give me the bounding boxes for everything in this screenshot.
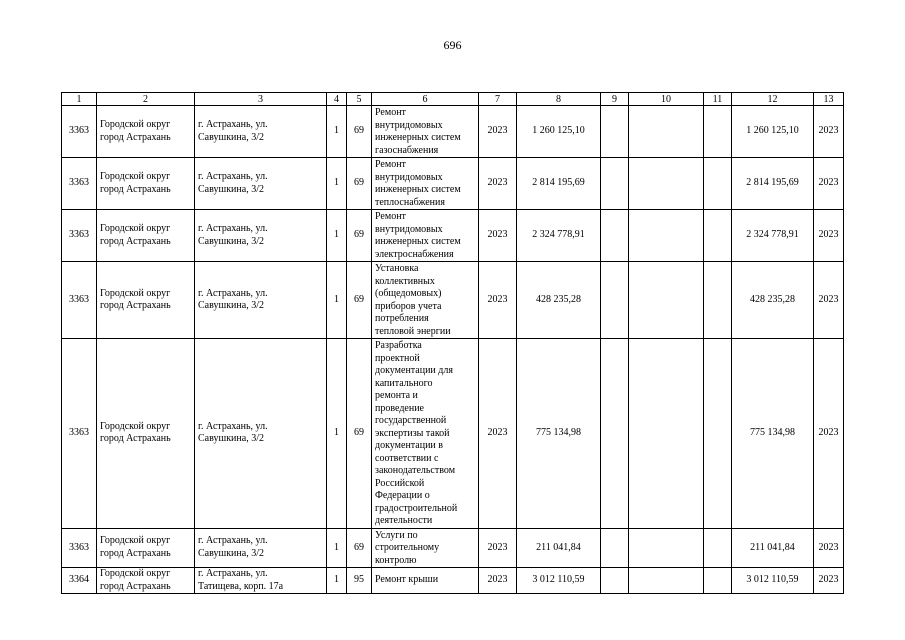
col9-cell [601,210,629,262]
col5-cell: 69 [347,528,372,568]
col4-cell: 1 [327,158,347,210]
cost-cell: 775 134,98 [517,339,601,529]
cost-cell: 1 260 125,10 [517,106,601,158]
col10-cell [629,339,704,529]
col9-cell [601,568,629,594]
municipality-cell: Городской округ город Астрахань [97,210,195,262]
column-header: 13 [814,93,844,106]
address-cell: г. Астрахань, ул. Савушкина, 3/2 [195,262,327,339]
col5-cell: 69 [347,106,372,158]
total-cell: 428 235,28 [732,262,814,339]
col4-cell: 1 [327,568,347,594]
col11-cell [704,158,732,210]
data-table [61,92,844,594]
row-id-cell: 3363 [62,262,97,339]
cost-cell: 3 012 110,59 [517,568,601,594]
table-row [62,106,844,158]
work-type-cell: Установка коллективных (общедомовых) приборов учета потребления тепловой энергии [372,262,479,339]
col9-cell [601,528,629,568]
year-cell: 2023 [479,210,517,262]
address-cell: г. Астрахань, ул. Савушкина, 3/2 [195,339,327,529]
cost-cell: 2 814 195,69 [517,158,601,210]
column-header: 9 [601,93,629,106]
col5-cell: 69 [347,339,372,529]
year-cell: 2023 [479,339,517,529]
work-type-cell: Ремонт внутридомовых инженерных систем теплоснабжения [372,158,479,210]
col9-cell [601,106,629,158]
column-header: 1 [62,93,97,106]
col11-cell [704,339,732,529]
col4-cell: 1 [327,106,347,158]
column-header: 8 [517,93,601,106]
year-cell: 2023 [479,568,517,594]
total-cell: 2 814 195,69 [732,158,814,210]
row-id-cell: 3363 [62,158,97,210]
col4-cell: 1 [327,339,347,529]
total-cell: 3 012 110,59 [732,568,814,594]
row-id-cell: 3363 [62,106,97,158]
column-header: 6 [372,93,479,106]
table-row [62,210,844,262]
column-header: 10 [629,93,704,106]
col10-cell [629,528,704,568]
col4-cell: 1 [327,528,347,568]
col5-cell: 69 [347,262,372,339]
table-row [62,262,844,339]
year-end-cell: 2023 [814,339,844,529]
work-type-cell: Ремонт внутридомовых инженерных систем электроснабжения [372,210,479,262]
col10-cell [629,106,704,158]
work-type-cell: Ремонт внутридомовых инженерных систем газоснабжения [372,106,479,158]
column-header: 12 [732,93,814,106]
col5-cell: 69 [347,210,372,262]
year-cell: 2023 [479,158,517,210]
col11-cell [704,262,732,339]
municipality-cell: Городской округ город Астрахань [97,106,195,158]
row-id-cell: 3363 [62,339,97,529]
address-cell: г. Астрахань, ул. Савушкина, 3/2 [195,158,327,210]
col10-cell [629,210,704,262]
address-cell: г. Астрахань, ул. Татищева, корп. 17а [195,568,327,594]
col5-cell: 69 [347,158,372,210]
year-end-cell: 2023 [814,210,844,262]
row-id-cell: 3363 [62,210,97,262]
year-end-cell: 2023 [814,568,844,594]
col11-cell [704,568,732,594]
year-end-cell: 2023 [814,528,844,568]
col11-cell [704,210,732,262]
col4-cell: 1 [327,262,347,339]
total-cell: 2 324 778,91 [732,210,814,262]
col5-cell: 95 [347,568,372,594]
address-cell: г. Астрахань, ул. Савушкина, 3/2 [195,210,327,262]
total-cell: 775 134,98 [732,339,814,529]
col10-cell [629,568,704,594]
table-row [62,568,844,594]
col10-cell [629,262,704,339]
page-number: 696 [443,38,462,52]
municipality-cell: Городской округ город Астрахань [97,158,195,210]
col11-cell [704,106,732,158]
municipality-cell: Городской округ город Астрахань [97,262,195,339]
col9-cell [601,158,629,210]
col10-cell [629,158,704,210]
municipality-cell: Городской округ город Астрахань [97,339,195,529]
year-cell: 2023 [479,106,517,158]
column-header: 5 [347,93,372,106]
year-end-cell: 2023 [814,158,844,210]
column-header: 11 [704,93,732,106]
cost-cell: 211 041,84 [517,528,601,568]
municipality-cell: Городской округ город Астрахань [97,568,195,594]
col9-cell [601,339,629,529]
table-row [62,339,844,529]
year-end-cell: 2023 [814,106,844,158]
cost-cell: 428 235,28 [517,262,601,339]
cost-cell: 2 324 778,91 [517,210,601,262]
year-end-cell: 2023 [814,262,844,339]
row-id-cell: 3363 [62,528,97,568]
table-header-row [62,93,844,106]
address-cell: г. Астрахань, ул. Савушкина, 3/2 [195,106,327,158]
address-cell: г. Астрахань, ул. Савушкина, 3/2 [195,528,327,568]
column-header: 3 [195,93,327,106]
work-type-cell: Разработка проектной документации для капитального ремонта и проведение государственной экспертизы такой документации в соответствии с законодательством Российской Федерации о градостроительной деятельности [372,339,479,529]
column-header: 4 [327,93,347,106]
table-row [62,528,844,568]
column-header: 2 [97,93,195,106]
table-row [62,158,844,210]
work-type-cell: Услуги по строительному контролю [372,528,479,568]
column-header: 7 [479,93,517,106]
work-type-cell: Ремонт крыши [372,568,479,594]
col4-cell: 1 [327,210,347,262]
col11-cell [704,528,732,568]
row-id-cell: 3364 [62,568,97,594]
year-cell: 2023 [479,528,517,568]
total-cell: 211 041,84 [732,528,814,568]
municipality-cell: Городской округ город Астрахань [97,528,195,568]
year-cell: 2023 [479,262,517,339]
col9-cell [601,262,629,339]
total-cell: 1 260 125,10 [732,106,814,158]
